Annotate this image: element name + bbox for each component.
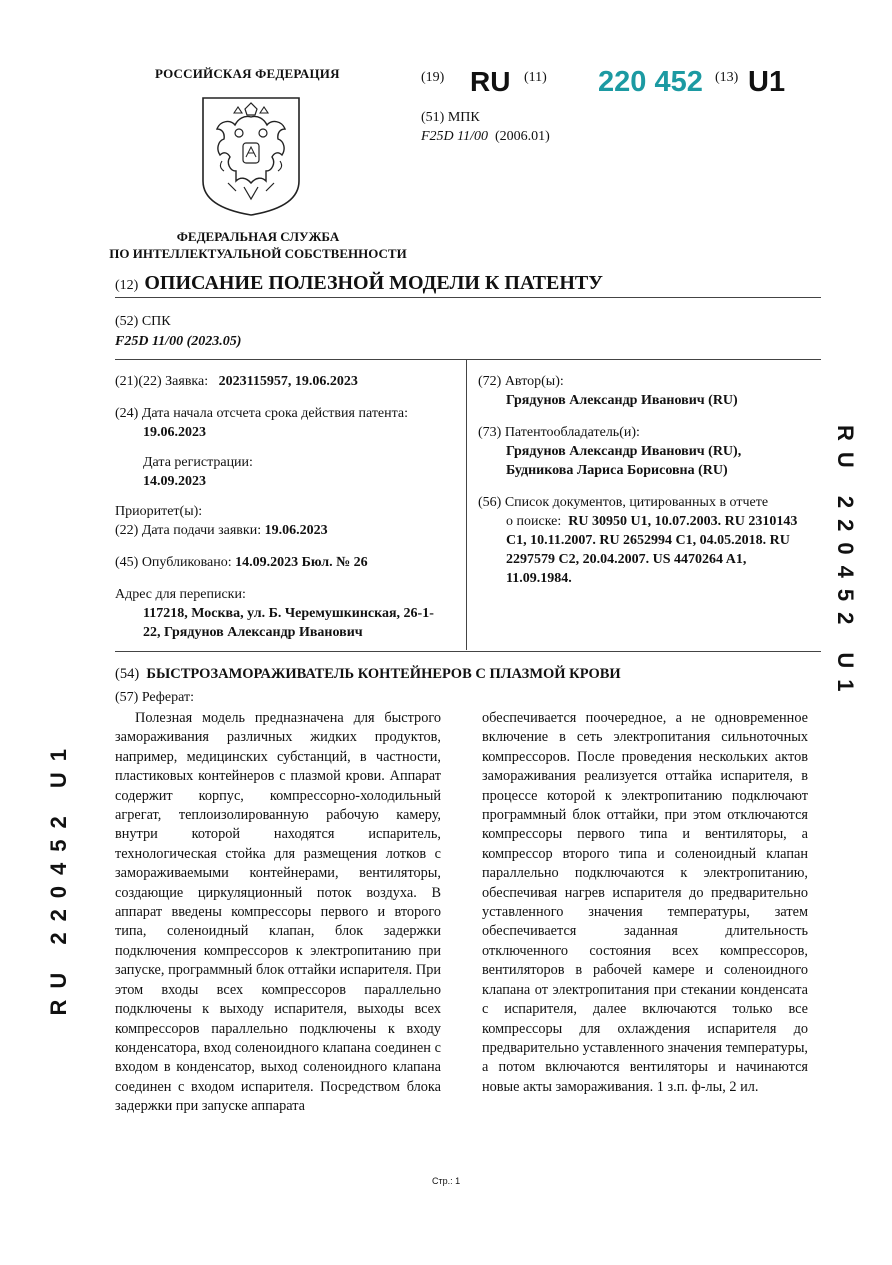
abstract-label: (57) Реферат: [115, 690, 194, 705]
owners-field [478, 423, 813, 480]
registration-label: Дата регистрации: [143, 455, 253, 470]
inid-code-12: (12) [115, 278, 139, 293]
application-label: (21)(22) Заявка: [115, 374, 209, 389]
inid-code-11: (11) [524, 70, 547, 85]
address-label: Адрес для переписки: [115, 587, 246, 602]
citations-prefix: о поиске: [506, 514, 562, 529]
coat-of-arms-emblem [200, 95, 302, 217]
inid-code-19: (19) [421, 70, 445, 85]
priority-field [115, 502, 460, 540]
term-start-value: 19.06.2023 [143, 425, 206, 440]
inid-code-13: (13) [715, 70, 739, 85]
invention-title-text: БЫСТРОЗАМОРАЖИВАТЕЛЬ КОНТЕЙНЕРОВ С ПЛАЗМОЙ КРОВИ [146, 666, 621, 682]
citations-label: (56) Список документов, цитированных в отчете [478, 495, 769, 510]
ipc-year: (2006.01) [495, 129, 550, 144]
agency-line-1: ФЕДЕРАЛЬНАЯ СЛУЖБА [176, 229, 340, 244]
registration-value: 14.09.2023 [143, 474, 206, 489]
citations-value: RU 30950 U1, 10.07.2003. RU 2310143 C1, 10.11.2007. RU 2652994 C1, 04.05.2018. RU 2297579 C2, 20.04.2007. US 4470264 A1, 11.09.1984. [506, 514, 798, 586]
biblio-column-divider [466, 360, 467, 650]
patent-number: 220 452 [598, 66, 703, 98]
address-field [115, 585, 460, 642]
abstract-text-1: Полезная модель предназначена для быстрого замораживания различных жидких продуктов, например, медицинских субстанций, в частности, пластиковых контейнеров с плазмой крови. Аппарат содержит корпус, компрессорно-холодильный агрегат, теплоизолированную рабочую камеру, внутри которой находятся испаритель, технологическая стойка для размещения лотков с замораживаемыми контейнерами, вентиляторы, создающие циркуляционный поток воздуха. В аппарат введены компрессоры первого и второго типа, соленоидный клапан, блок задержки подключения компрессоров к электропитанию при запуске, программный блок оттайки испарителя. При этом входы всех компрессоров параллельно подключены к выходу испарителя, выходы всех компрессоров параллельно подключены к входу конденсатора, вход соленоидного клапана соединен с входом в конденсатор, выход соленоидного клапана соединен с входом испарителя. Посредством блока задержки при запуске аппарата [115, 710, 441, 1115]
ipc-class: F25D 11/00 [421, 129, 489, 144]
agency-name [95, 228, 421, 262]
country-name: РОССИЙСКАЯ ФЕДЕРАЦИЯ [155, 66, 340, 81]
owners-value-1: Грядунов Александр Иванович (RU), [506, 444, 742, 459]
published-field [115, 553, 460, 572]
published-label: (45) Опубликовано: [115, 555, 232, 570]
authors-value: Грядунов Александр Иванович (RU) [506, 393, 738, 408]
owners-label: (73) Патентообладатель(и): [478, 425, 640, 440]
side-label-left: RU 220452 U1 [46, 738, 71, 1016]
filing-value: 19.06.2023 [264, 523, 328, 538]
ipc-block [421, 108, 550, 146]
ipc-label: (51) МПК [421, 110, 480, 125]
abstract-text-2: обеспечивается поочередное, а не одновременное включение в сеть электропитания сильноточных компрессоров. После проведения нескольких актов замораживания реализуется оттайка испарителя, в процессе которой к электропитанию подключают программный блок оттайки, при этом отключаются компрессоры первого типа и вентиляторы, а компрессор второго типа и соленоидный клапан параллельно подключаются к электропитанию, обеспечивая нагрев испарителя до предварительно уставленного значения температуры, затем обеспечивается заданная длительность отключенного состояния всех компрессоров, вентиляторов в рабочей камере и соленоидного клапана от электропитания при стекании конденсата с испарителя, далее включаются только все компрессоры для охлаждения испарителя до предварительно уставленного значения температуры, а потом включаются вентиляторы и начинаются новые акты замораживания. 1 з.п. ф-лы, 2 ил. [482, 710, 808, 1095]
cpc-value: F25D 11/00 (2023.05) [115, 334, 242, 349]
biblio-top-divider [115, 359, 821, 360]
inid-code-54: (54) [115, 666, 140, 682]
published-value: 14.09.2023 Бюл. № 26 [235, 555, 368, 570]
country-code: RU [470, 66, 511, 97]
side-label-right: RU 220452 U1 [833, 425, 858, 703]
abstract-column-1 [115, 709, 441, 1117]
page-footer: Стр.: 1 [432, 1176, 461, 1186]
filing-label: (22) Дата подачи заявки: [115, 523, 262, 538]
invention-title [115, 666, 621, 683]
cpc-label: (52) СПК [115, 314, 171, 329]
authors-label: (72) Автор(ы): [478, 374, 564, 389]
authors-field [478, 372, 813, 410]
cpc-block [115, 312, 241, 352]
application-field [115, 372, 460, 391]
abstract-column-2 [482, 709, 808, 1097]
address-value: 117218, Москва, ул. Б. Черемушкинская, 26-1-22, Грядунов Александр Иванович [143, 606, 434, 640]
application-value: 2023115957, 19.06.2023 [218, 374, 358, 389]
citations-field [478, 493, 813, 588]
registration-field [115, 453, 488, 491]
term-start-label: (24) Дата начала отсчета срока действия патента: [115, 406, 409, 421]
document-title [115, 272, 603, 295]
biblio-bottom-divider [115, 651, 821, 652]
priority-label: Приоритет(ы): [115, 504, 203, 519]
document-title-text: ОПИСАНИЕ ПОЛЕЗНОЙ МОДЕЛИ К ПАТЕНТУ [144, 272, 603, 294]
term-start-field [115, 404, 460, 442]
title-divider [115, 297, 821, 298]
owners-value-2: Будникова Лариса Борисовна (RU) [506, 463, 728, 478]
kind-code: U1 [748, 66, 786, 98]
agency-line-2: ПО ИНТЕЛЛЕКТУАЛЬНОЙ СОБСТВЕННОСТИ [109, 246, 407, 261]
